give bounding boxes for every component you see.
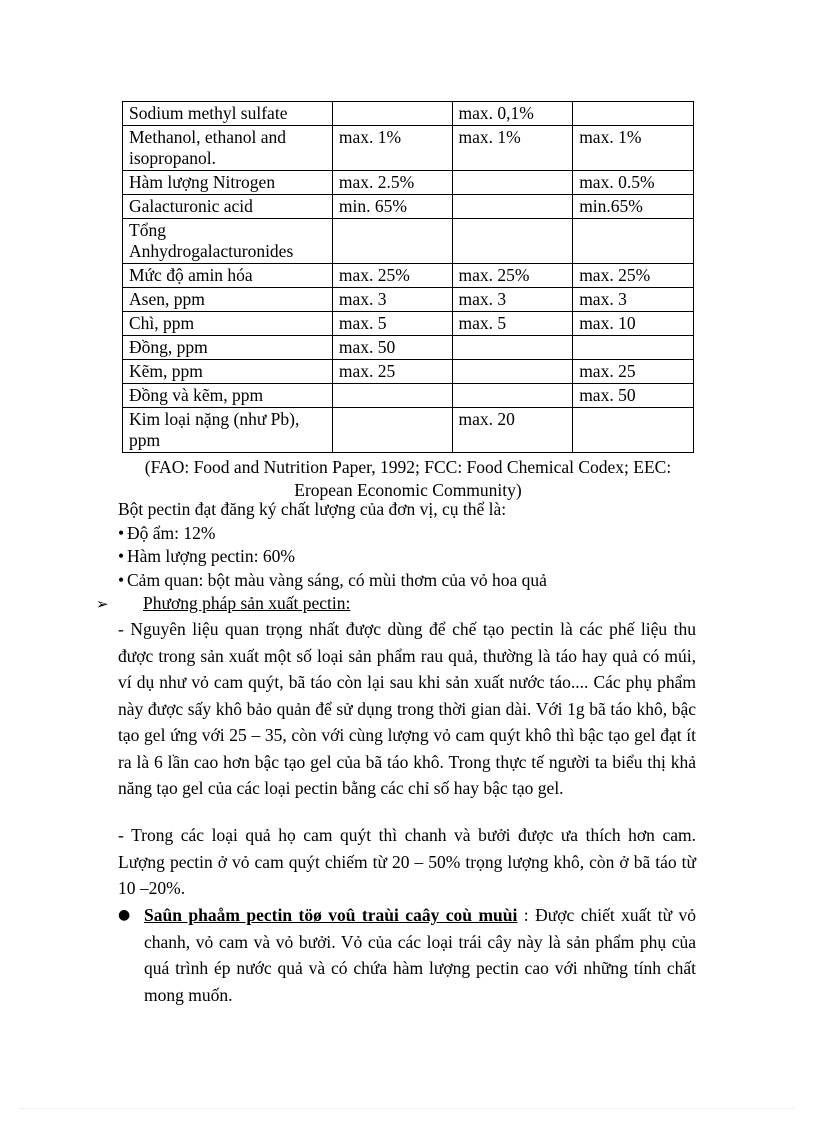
table-row <box>123 384 694 408</box>
table-caption: (FAO: Food and Nutrition Paper, 1992; FCC: Food Chemical Codex; EEC: Eropean Economic Community) <box>144 457 672 500</box>
table-row <box>123 360 694 384</box>
limit-cell: max. 25 <box>573 360 694 384</box>
table-row <box>123 336 694 360</box>
specification-table <box>122 101 694 453</box>
limit-cell <box>332 219 452 264</box>
limit-cell: max. 2.5% <box>332 171 452 195</box>
limit-cell <box>452 171 573 195</box>
specification-table-body <box>123 102 694 453</box>
arrow-bullet-icon: ➢ <box>96 595 109 613</box>
limit-cell: max. 0.5% <box>573 171 694 195</box>
limit-cell <box>332 408 452 453</box>
table-row <box>123 219 694 264</box>
limit-cell: max. 3 <box>452 288 573 312</box>
section-heading <box>96 592 350 616</box>
limit-cell: max. 3 <box>332 288 452 312</box>
limit-cell: max. 1% <box>332 126 452 171</box>
product-text: Saûn phaåm pectin töø voû traùi caây coù muùi : Được chiết xuất từ vỏ chanh, vỏ cam và vỏ bưởi. Vỏ của các loại trái cây này là sản phẩm phụ của quá trình ép nước quả và có chứa hàm lượng pectin cao với những tính chất mong muốn. <box>144 905 696 1005</box>
limit-cell: max. 20 <box>452 408 573 453</box>
parameter-cell: Galacturonic acid <box>123 195 333 219</box>
parameter-cell: Đồng, ppm <box>123 336 333 360</box>
parameter-cell: Sodium methyl sulfate <box>123 102 333 126</box>
limit-cell <box>452 336 573 360</box>
table-row <box>123 171 694 195</box>
quality-summary <box>118 498 708 592</box>
limit-cell: max. 3 <box>573 288 694 312</box>
quality-bullet: • Độ ẩm: 12% <box>118 522 708 546</box>
parameter-cell: Tổng Anhydrogalacturonides <box>123 219 333 264</box>
limit-cell <box>573 408 694 453</box>
parameter-cell: Methanol, ethanol and isopropanol. <box>123 126 333 171</box>
table-row <box>123 195 694 219</box>
bullet-icon: ● <box>118 907 131 923</box>
limit-cell <box>573 219 694 264</box>
parameter-cell: Chì, ppm <box>123 312 333 336</box>
limit-cell: max. 25% <box>573 264 694 288</box>
limit-cell: max. 50 <box>332 336 452 360</box>
page-divider <box>20 1108 796 1109</box>
limit-cell: max. 50 <box>573 384 694 408</box>
limit-cell <box>452 195 573 219</box>
limit-cell <box>452 360 573 384</box>
product-heading: Saûn phaåm pectin töø voû traùi caây coù muùi <box>144 905 518 925</box>
limit-cell: max. 5 <box>332 312 452 336</box>
table-row <box>123 312 694 336</box>
table-row <box>123 264 694 288</box>
quality-lead: Bột pectin đạt đăng ký chất lượng của đơn vị, cụ thể là: <box>118 499 507 519</box>
parameter-cell: Kim loại nặng (như Pb), ppm <box>123 408 333 453</box>
parameter-cell: Asen, ppm <box>123 288 333 312</box>
limit-cell: max. 25% <box>452 264 573 288</box>
parameter-cell: Hàm lượng Nitrogen <box>123 171 333 195</box>
table-row <box>123 102 694 126</box>
quality-bullet: • Hàm lượng pectin: 60% <box>118 545 708 569</box>
limit-cell: max. 1% <box>452 126 573 171</box>
limit-cell <box>452 219 573 264</box>
paragraph-raw-materials: - Nguyên liệu quan trọng nhất được dùng để chế tạo pectin là các phế liệu thu được trong sản xuất một số loại sản phẩm rau quả, thường là táo hay quả có múi, ví dụ như vỏ cam quýt, bã táo còn lại sau khi sản xuất nước táo.... Các phụ phẩm này được sấy khô bảo quản để sử dụng trong thời gian dài. Với 1g bã táo khô, bậc tạo gel ứng với 25 – 35, còn với cùng lượng vỏ cam quýt khô thì bậc tạo gel đạt ít ra là 6 lần cao hơn bậc tạo gel của bã táo khô. Trong thực tế người ta biểu thị khả năng tạo gel của các loại pectin bằng các chỉ số hay bậc tạo gel. <box>118 619 696 798</box>
product-description: Được chiết xuất từ vỏ chanh, vỏ cam và vỏ bưởi. Vỏ của các loại trái cây này là sản phẩm phụ của quá trình ép nước quả và có chứa hàm lượng pectin cao với những tính chất mong muốn. <box>144 905 696 1005</box>
limit-cell <box>573 336 694 360</box>
bullet-icon: • <box>118 546 125 566</box>
limit-cell <box>452 384 573 408</box>
limit-cell <box>332 102 452 126</box>
limit-cell: max. 25% <box>332 264 452 288</box>
limit-cell: max. 5 <box>452 312 573 336</box>
limit-cell: min.65% <box>573 195 694 219</box>
bullet-icon: • <box>118 522 125 543</box>
limit-cell: max. 10 <box>573 312 694 336</box>
product-bullet <box>118 902 696 1008</box>
table-row <box>123 126 694 171</box>
limit-cell <box>332 384 452 408</box>
table-row <box>123 408 694 453</box>
parameter-cell: Đồng và kẽm, ppm <box>123 384 333 408</box>
limit-cell: min. 65% <box>332 195 452 219</box>
table-row <box>123 288 694 312</box>
limit-cell: max. 25 <box>332 360 452 384</box>
section-title: Phương pháp sản xuất pectin: <box>143 593 351 613</box>
limit-cell <box>573 102 694 126</box>
paragraph-citrus: - Trong các loại quả họ cam quýt thì chanh và bưởi được ưa thích hơn cam. Lượng pectin ở vỏ cam quýt chiếm từ 20 – 50% trọng lượng khô, còn ở bã táo từ 10 –20%. <box>118 825 696 898</box>
limit-cell: max. 0,1% <box>452 102 573 126</box>
parameter-cell: Mức độ amin hóa <box>123 264 333 288</box>
limit-cell: max. 1% <box>573 126 694 171</box>
bullet-icon: • <box>118 569 125 590</box>
parameter-cell: Kẽm, ppm <box>123 360 333 384</box>
quality-bullet: • Cảm quan: bột màu vàng sáng, có mùi thơm của vỏ hoa quả <box>118 569 708 593</box>
